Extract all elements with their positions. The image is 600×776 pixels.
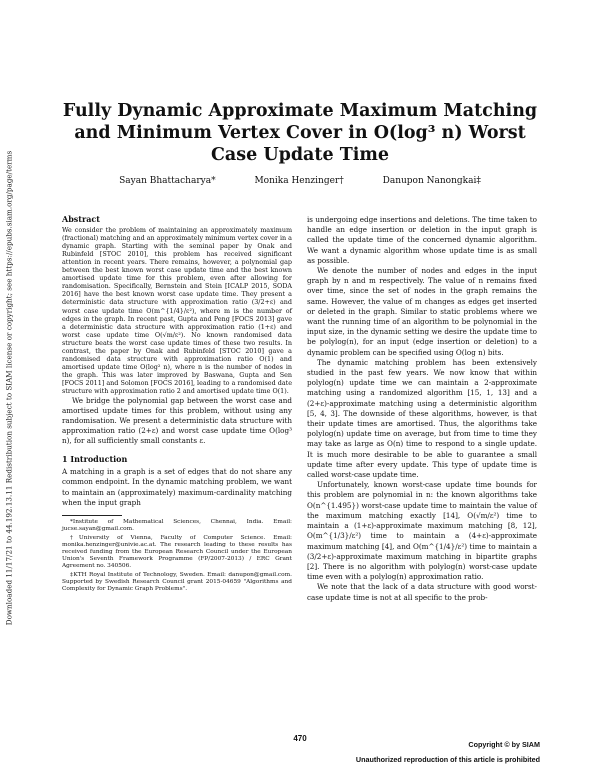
paper-title: Fully Dynamic Approximate Maximum Matching and Minimum Vertex Cover in O(log³ n) Worst Case Update Time: [62, 101, 538, 165]
right-paragraph-3: The dynamic matching problem has been extensively studied in the past few years. We now know that within polylog(n) update time we can maintain a 2-approximate matching using a randomized algorithm [15, 1, 13] and a (2+ε)-approximate matching using a deterministic algorithm [5, 4, 3]. The downside of these algorithms, however, is that their update times are amortised. Thus, the algorithms take polylog(n) update time on average, but from time to time they may take as large as O(n) time to respond to a single update. It is much more desirable to be able to guarantee a small update time after every update. This type of update time is called worst-case update time.: [307, 357, 537, 480]
footnote-1: *Institute of Mathematical Sciences, Chennai, India. Email: jucse.sayan@gmail.com.: [62, 518, 292, 532]
right-paragraph-1: is undergoing edge insertions and deletions. The time taken to handle an edge insertion or deletion in the input graph is called the update time of the concerned dynamic algorithm. We want a dynamic algorithm whose update time is as small as possible.: [307, 215, 537, 265]
right-column: [307, 215, 537, 603]
right-paragraph-2: We denote the number of nodes and edges in the input graph by n and m respectively. The value of n remains fixed over time, since the set of nodes in the graph remains the same. However, the value of m changes as edges get inserted or deleted in the graph. Similar to static problems where we want the running time of an algorithm to be polynomial in the input size, in the dynamic setting we desire the update time to be polylog(n), for an input (edge insertion or deletion) to a dynamic problem can be specified using O(log n) bits.: [307, 266, 537, 357]
author-1: Sayan Bhattacharya*: [119, 176, 216, 186]
right-paragraph-5: We note that the lack of a data structure with good worst-case update time is not at all specific to the prob-: [307, 582, 537, 602]
author-2: Monika Henzinger†: [254, 176, 344, 186]
download-notice-text: Downloaded 11/17/21 to 44.192.13.11 Redistribution subject to SIAM license or copyright; see https://epubs.siam.org/page/terms: [4, 150, 14, 626]
abstract-paragraph-1: We consider the problem of maintaining an approximately maximum (fractional) matching and an approximately minimum vertex cover in a dynamic graph. Starting with the seminal paper by Onak and Rubinfeld [STOC 2010], this problem has received significant attention in recent years. There remains, however, a polynomial gap between the best known worst case update time and the best known amortised update time for this problem, even after allowing for randomisation. Specifically, Bernstein and Stein [ICALP 2015, SODA 2016] have the best known worst case update time. They present a deterministic data structure with approximation ratio (3/2+ε) and worst case update time O(m^{1/4}/ε²), where m is the number of edges in the graph. In recent past, Gupta and Peng [FOCS 2013] gave a deterministic data structure with approximation ratio (1+ε) and worst case update time O(√m/ε²). No known randomised data structure beats the worst case update times of these two results. In contrast, the paper by Onak and Rubinfeld [STOC 2010] gave a randomised data structure with approximation ratio O(1) and amortised update time O(log² n), where n is the number of nodes in the graph. This was later improved by Baswana, Gupta and Sen [FOCS 2011] and Solomon [FOCS 2016], leading to a randomised date structure with approximation ratio 2 and amortised update time O(1).: [62, 225, 292, 396]
author-list: [60, 176, 540, 186]
page-number: 470: [293, 734, 307, 743]
footnote-2: †University of Vienna, Faculty of Computer Science. Email: monika.henzinger@univie.ac.at. The research leading to these results has received funding from the European Research Council under the European Union's Seventh Framework Programme (FP/2007-2013) / ERC Grant Agreement no. 340506.: [62, 534, 292, 569]
copyright-notice: Copyright © by SIAM: [468, 740, 540, 749]
abstract-paragraph-2: We bridge the polynomial gap between the worst case and amortised update times for this problem, without using any randomisation. We present a deterministic data structure with approximation ratio (2+ε) and worst case update time O(log³ n), for all sufficiently small constants ε.: [62, 395, 292, 446]
section-heading-introduction: 1 Introduction: [62, 453, 128, 464]
download-notice: [0, 0, 18, 776]
intro-paragraph-1: A matching in a graph is a set of edges that do not share any common endpoint. In the dynamic matching problem, we want to maintain an (approximately) maximum-cardinality matching when the input graph: [62, 467, 292, 507]
abstract-heading: Abstract: [62, 214, 100, 224]
footnote-3: ‡KTH Royal Institute of Technology, Sweden. Email: danupon@gmail.com. Supported by Swedish Research Council grant 2015-04659 "Algorithms and Complexity for Dynamic Graph Problems".: [62, 571, 292, 592]
left-column: [62, 215, 292, 595]
footnote-rule: [62, 515, 122, 516]
unauthorized-notice: Unauthorized reproduction of this article is prohibited: [355, 755, 540, 764]
author-3: Danupon Nanongkai‡: [382, 176, 481, 186]
right-paragraph-4: Unfortunately, known worst-case update time bounds for this problem are polynomial in n: the known algorithms take O(n^{1.495}) worst-case update time to maintain the value of the maximum matching exactly [14], O(√m/ε²) time to maintain a (1+ε)-approximate maximum matching [8, 12], O(m^{1/3}/ε²) time to maintain a (4+ε)-approximate maximum matching [4], and O(m^{1/4}/ε²) time to maintain a (3/2+ε)-approximate maximum matching in bipartite graphs [2]. There is no algorithm with polylog(n) worst-case update time even with a polylog(n) approximation ratio.: [307, 480, 537, 582]
